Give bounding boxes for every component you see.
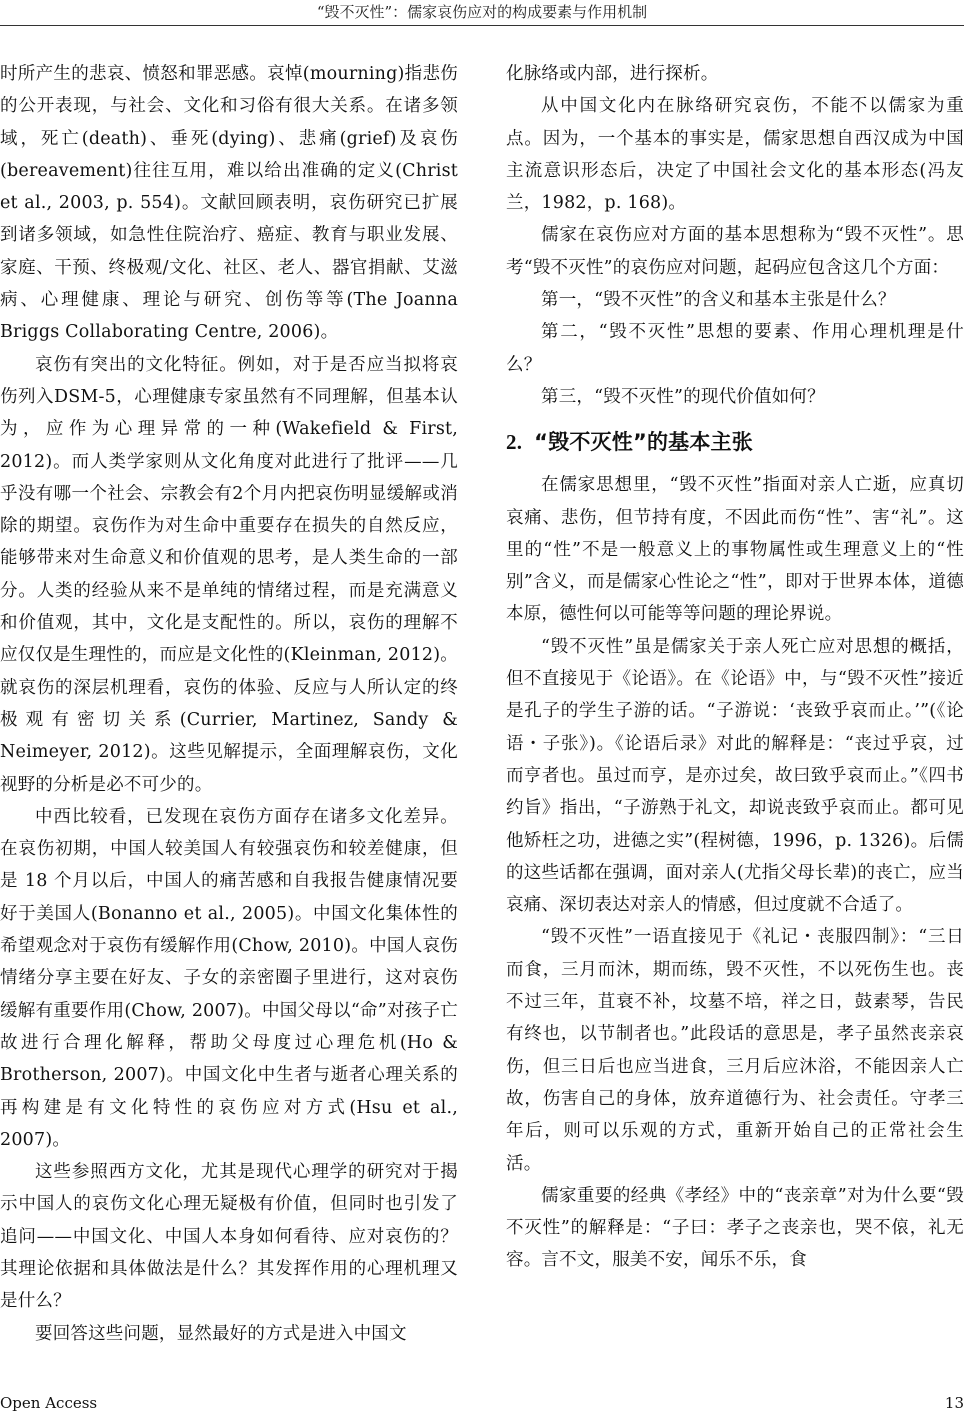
- running-title: “毁不灭性”：儒家哀伤应对的构成要素与作用机制: [316, 3, 648, 21]
- body-paragraph: 在儒家思想里，“毁不灭性”指面对亲人亡逝，应真切哀痛、悲伤，但节持有度，不因此而伤“性”、害“礼”。这里的“性”不是一般意义上的事物属性或生理意义上的“性别”含义，而是儒家心性论之“性”，即对于世界本体，道德本原，德性何以可能等等问题的理论界说。: [506, 475, 964, 625]
- body-paragraph: 儒家在哀伤应对方面的基本思想称为“毁不灭性”。思考“毁不灭性”的哀伤应对问题，起码应包含这几个方面：: [506, 225, 964, 278]
- right-column: [506, 58, 964, 1277]
- section-title: “毁不灭性”的基本主张: [534, 430, 753, 455]
- body-paragraph: 时所产生的悲哀、愤怒和罪恶感。哀悼(mourning)指悲伤的公开表现，与社会、文化和习俗有很大关系。在诸多领域，死亡(death)、垂死(dying)、悲痛(grief)及哀伤(bereavement)往往互用，难以给出准确的定义(Christ et al., 2003, p. 554)。文献回顾表明，哀伤研究已扩展到诸多领域，如急性住院治疗、癌症、教育与职业发展、家庭、干预、终极观/文化、社区、老人、器官捐献、艾滋病、心理健康、理论与研究、创伤等等(The Joanna Briggs Collaborating Centre, 2006)。: [0, 64, 458, 343]
- body-paragraph: 儒家重要的经典《孝经》中的“丧亲章”对为什么要“毁不灭性”的解释是：“子曰：孝子之丧亲也，哭不偯，礼无容。言不文，服美不安，闻乐不乐，食: [506, 1185, 964, 1271]
- section-number: 2.: [506, 430, 523, 455]
- body-paragraph: 化脉络或内部，进行探析。: [506, 64, 719, 84]
- question-item: 第三，“毁不灭性”的现代价值如何？: [541, 386, 825, 407]
- body-paragraph: 这些参照西方文化，尤其是现代心理学的研究对于揭示中国人的哀伤文化心理无疑极有价值，但同时也引发了追问——中国文化、中国人本身如何看待、应对哀伤的？其理论依据和具体做法是什么？其发挥作用的心理机理又是什么？: [0, 1162, 458, 1312]
- body-paragraph: 中西比较看，已发现在哀伤方面存在诸多文化差异。在哀伤初期，中国人较美国人有较强哀伤和较差健康，但是 18 个月以后，中国人的痛苦感和自我报告健康情况要好于美国人(Bonanno et al., 2005)。中国文化集体性的希望观念对于哀伤有缓解作用(Chow, 2010)。中国人哀伤情绪分享主要在好友、子女的亲密圈子里进行，这对哀伤缓解有重要作用(Chow, 2007)。中国父母以“命”对孩子亡故进行合理化解释，帮助父母度过心理危机(Ho & Brotherson, 2007)。中国文化中生者与逝者心理关系的再构建是有文化特性的哀伤应对方式(Hsu et al., 2007)。: [0, 806, 458, 1150]
- body-paragraph: “毁不灭性”虽是儒家关于亲人死亡应对思想的概括，但不直接见于《论语》。在《论语》中，与“毁不灭性”接近是孔子的学生子游的话。“子游说：‘丧致乎哀而止。’”(《论语・子张》)。《论语后录》对此的解释是：“丧过乎哀，过而亨者也。虽过而亨，是亦过矣，故曰致乎哀而止。”《四书约旨》指出，“子游熟于礼文，却说丧致乎哀而止。都可见他矫枉之功，进德之实”(程树德，1996，p. 1326)。后儒的这些话都在强调，面对亲人(尤指父母长辈)的丧亡，应当哀痛、深切表达对亲人的情感，但过度就不合适了。: [506, 636, 964, 916]
- left-column: [0, 58, 458, 1350]
- body-paragraph: 从中国文化内在脉络研究哀伤，不能不以儒家为重点。因为，一个基本的事实是，儒家思想自西汉成为中国主流意识形态后，决定了中国社会文化的基本形态(冯友兰，1982，p. 168)。: [506, 96, 964, 214]
- page-number: 13: [944, 1394, 964, 1412]
- body-paragraph: 哀伤有突出的文化特征。例如，对于是否应当拟将哀伤列入DSM-5，心理健康专家虽然有不同理解，但基本认为，应作为心理异常的一种(Wakefield & First, 2012)。而人类学家则从文化角度对此进行了批评——几乎没有哪一个社会、宗教会有2个月内把哀伤明显缓解或消除的期望。哀伤作为对生命中重要存在损失的自然反应，能够带来对生命意义和价值观的思考，是人类生命的一部分。人类的经验从来不是单纯的情绪过程，而是充满意义和价值观，其中，文化是支配性的。所以，哀伤的理解不应仅仅是生理性的，而应是文化性的(Kleinman, 2012)。就哀伤的深层机理看，哀伤的体验、反应与人所认定的终极观有密切关系(Currier, Martinez, Sandy & Neimeyer, 2012)。这些见解提示，全面理解哀伤，文化视野的分析是必不可少的。: [0, 354, 458, 795]
- body-paragraph: “毁不灭性”一语直接见于《礼记・丧服四制》：“三日而食，三月而沐，期而练，毁不灭性，不以死伤生也。丧不过三年，苴衰不补，坟墓不培，祥之日，鼓素琴，告民有终也，以节制者也。”此段话的意思是，孝子虽然丧亲哀伤，但三日后也应当进食，三月后应沐浴，不能因亲人亡故，伤害自己的身体，放弃道德行为、社会责任。守孝三年后，则可以乐观的方式，重新开始自己的正常社会生活。: [506, 927, 964, 1174]
- question-item: 第一，“毁不灭性”的含义和基本主张是什么？: [541, 290, 896, 311]
- body-paragraph: 要回答这些问题，显然最好的方式是进入中国文: [35, 1323, 407, 1344]
- section-heading: [506, 425, 964, 459]
- header-rule: [0, 25, 964, 26]
- question-item: 第二，“毁不灭性”思想的要素、作用心理机理是什么？: [506, 322, 964, 375]
- journal-label: Open Access: [0, 1394, 98, 1412]
